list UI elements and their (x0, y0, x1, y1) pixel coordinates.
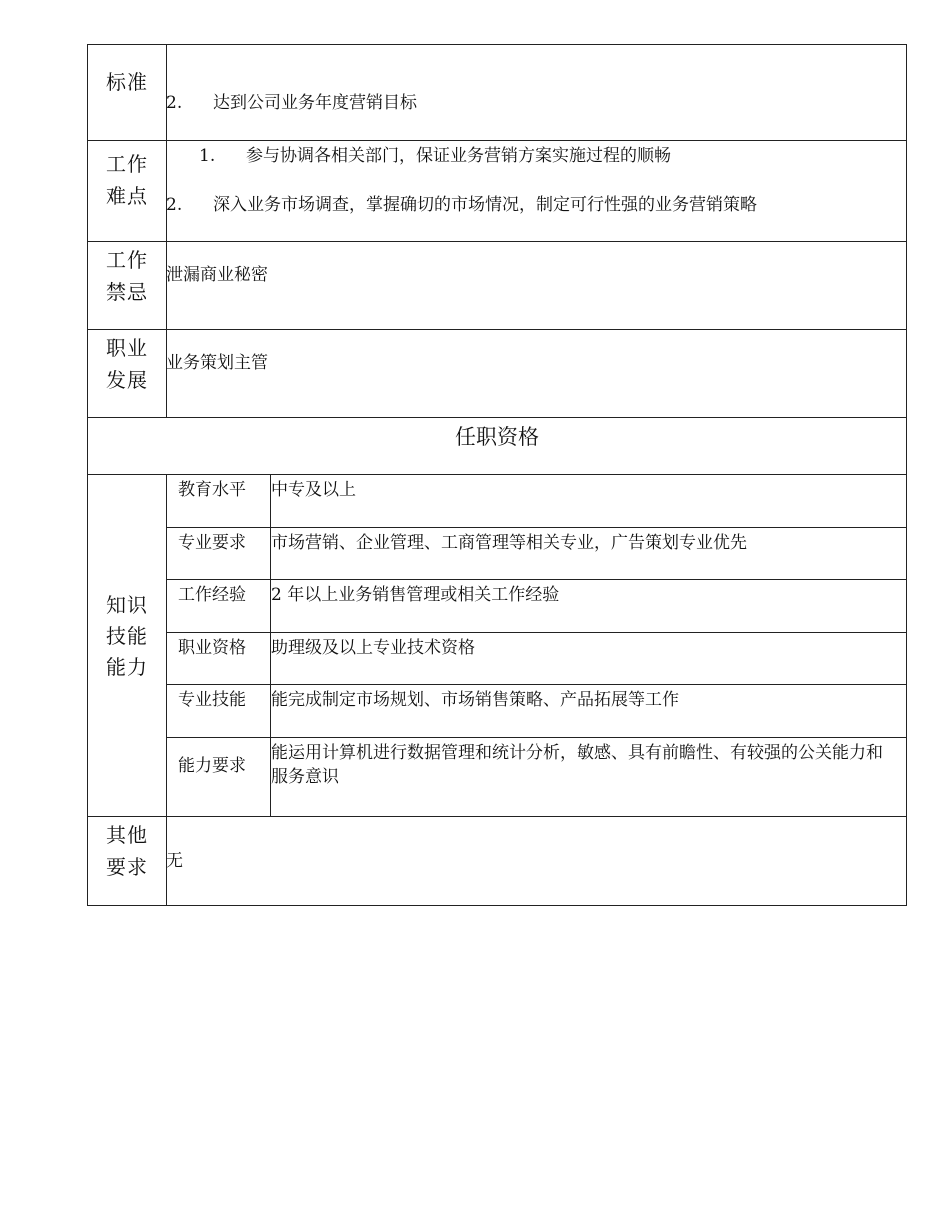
row-divider (166, 579, 907, 580)
difficulty-item1-text: 参与协调各相关部门，保证业务营销方案实施过程的顺畅 (246, 146, 671, 166)
skills-group-label-line2: 技能 (106, 624, 148, 648)
standard-label: 标准 (106, 70, 148, 94)
row-divider (166, 632, 907, 633)
qualification-label-ability: 能力要求 (178, 756, 246, 776)
row-divider (166, 527, 907, 528)
row-divider (87, 140, 907, 141)
row-divider (87, 417, 907, 418)
taboo-label-line1: 工作 (106, 248, 148, 272)
taboo-label-line2: 禁忌 (106, 280, 148, 304)
qualification-label-skills: 专业技能 (178, 690, 246, 710)
other-label-line1: 其他 (106, 823, 148, 847)
row-divider (87, 474, 907, 475)
qualification-value-certification: 助理级及以上专业技术资格 (271, 638, 475, 658)
difficulty-item1-number: 1. (199, 146, 216, 166)
row-divider (87, 241, 907, 242)
standard-item-text: 达到公司业务年度营销目标 (213, 93, 417, 113)
other-label-line2: 要求 (106, 855, 148, 879)
standard-item-number: 2. (166, 93, 183, 113)
skills-group-label-line3: 能力 (106, 655, 148, 679)
difficulty-item2-number: 2. (166, 195, 183, 215)
qualification-value-experience: 2 年以上业务销售管理或相关工作经验 (271, 585, 560, 605)
column-divider (166, 474, 167, 906)
qualification-value-ability: 能运用计算机进行数据管理和统计分析，敏感、具有前瞻性、有较强的公关能力和服务意识 (271, 743, 883, 787)
qualification-label-certification: 职业资格 (178, 638, 246, 658)
qualification-value-skills: 能完成制定市场规划、市场销售策略、产品拓展等工作 (271, 690, 679, 710)
career-label-line2: 发展 (106, 368, 148, 392)
row-divider (166, 684, 907, 685)
qualification-label-experience: 工作经验 (178, 585, 246, 605)
other-text: 无 (166, 851, 183, 871)
career-text: 业务策划主管 (166, 353, 268, 373)
qualifications-title: 任职资格 (455, 425, 539, 449)
row-divider (87, 816, 907, 817)
qualification-value-education: 中专及以上 (271, 480, 356, 500)
skills-group-label-line1: 知识 (106, 593, 148, 617)
qualification-label-education: 教育水平 (178, 480, 246, 500)
taboo-text: 泄漏商业秘密 (166, 265, 268, 285)
qualification-label-major: 专业要求 (178, 533, 246, 553)
difficulty-item2-text: 深入业务市场调查，掌握确切的市场情况，制定可行性强的业务营销策略 (213, 195, 757, 215)
difficulty-label-line1: 工作 (106, 152, 148, 176)
qualification-value-major: 市场营销、企业管理、工商管理等相关专业，广告策划专业优先 (271, 533, 747, 553)
career-label-line1: 职业 (106, 336, 148, 360)
difficulty-label-line2: 难点 (106, 184, 148, 208)
row-divider (87, 329, 907, 330)
row-divider (166, 737, 907, 738)
